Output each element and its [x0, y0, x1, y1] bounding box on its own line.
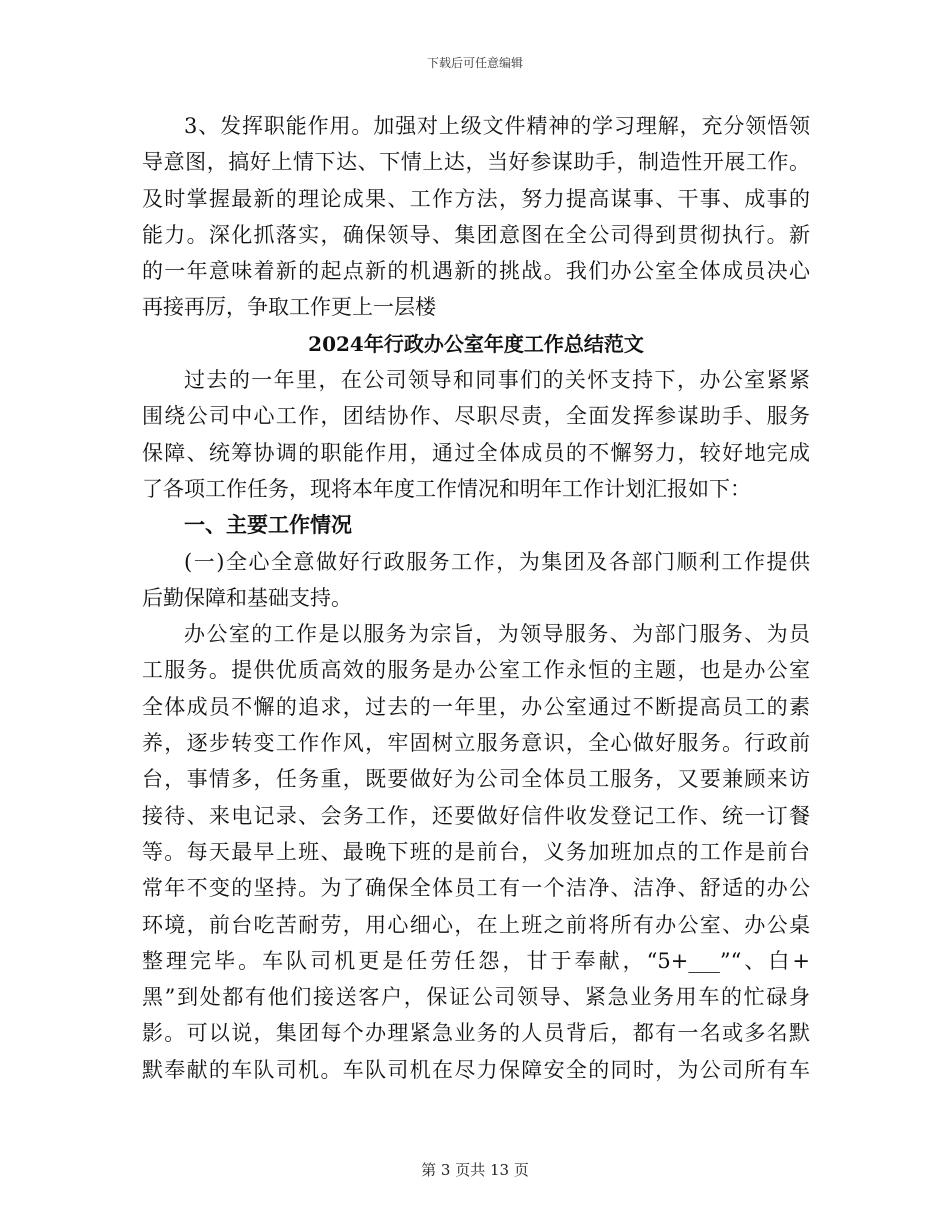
- section-heading: 一、主要工作情况: [184, 512, 352, 538]
- document-title: 2024年行政办公室年度工作总结范文: [308, 331, 644, 356]
- text-line: 等。每天最早上班、最晚下班的是前台，义务加班加点的工作是前台: [142, 839, 810, 864]
- paragraph-functions: [142, 108, 810, 326]
- paragraph-intro: [142, 362, 810, 507]
- page-footer: 第 3 页共 13 页: [421, 1161, 529, 1179]
- text-line: 影。可以说，集团每个办理紧急业务的人员背后，都有一名或多名默: [142, 1021, 810, 1046]
- text-line: 工服务。提供优质高效的服务是办公室工作永恒的主题，也是办公室: [142, 658, 810, 683]
- document-body: [142, 108, 810, 1088]
- text-line: 的一年意味着新的起点新的机遇新的挑战。我们办公室全体成员决心: [142, 259, 810, 284]
- text-line: 及时掌握最新的理论成果、工作方法，努力提高谋事、干事、成事的: [142, 186, 810, 211]
- text-line: 后勤保障和基础支持。: [142, 585, 352, 610]
- text-line: 3、发挥职能作用。加强对上级文件精神的学习理解，充分领悟领: [184, 114, 810, 138]
- text-line: 办公室的工作是以服务为宗旨，为领导服务、为部门服务、为员: [184, 622, 810, 647]
- text-line: 过去的一年里，在公司领导和同事们的关怀支持下，办公室紧紧: [184, 368, 810, 393]
- text-line: 台，事情多，任务重，既要做好为公司全体员工服务，又要兼顾来访: [142, 767, 810, 792]
- text-line: 常年不变的坚持。为了确保全体员工有一个洁净、洁净、舒适的办公: [142, 876, 810, 901]
- text-line: 全体成员不懈的追求，过去的一年里，办公室通过不断提高员工的素: [142, 694, 810, 719]
- text-line: 养，逐步转变工作作风，牢固树立服务意识，全心做好服务。行政前: [142, 731, 810, 756]
- text-line: 了各项工作任务，现将本年度工作情况和明年工作计划汇报如下：: [142, 476, 751, 501]
- text-line: 黑”到处都有他们接送客户，保证公司领导、紧急业务用车的忙碌身: [142, 985, 810, 1010]
- text-line: 围绕公司中心工作，团结协作、尽职尽责，全面发挥参谋助手、服务: [142, 404, 810, 429]
- text-line: 导意图，搞好上情下达、下情上达，当好参谋助手，制造性开展工作。: [142, 150, 810, 175]
- text-line: 默奉献的车队司机。车队司机在尽力保障安全的同时，为公司所有车: [142, 1057, 810, 1082]
- text-line: (一)全心全意做好行政服务工作，为集团及各部门顺利工作提供: [184, 549, 810, 574]
- text-line: 能力。深化抓落实，确保领导、集团意图在全公司得到贯彻执行。新: [142, 222, 810, 247]
- paragraph-service: [142, 616, 810, 1088]
- text-line: 再接再厉，争取工作更上一层楼: [142, 295, 436, 320]
- text-line: 保障、统筹协调的职能作用，通过全体成员的不懈努力，较好地完成: [142, 440, 810, 465]
- paragraph-subsection: [142, 544, 810, 617]
- text-line: 环境，前台吃苦耐劳，用心细心，在上班之前将所有办公室、办公桌: [142, 912, 810, 937]
- page-header: 下载后可任意编辑: [426, 56, 523, 70]
- text-line: 整理完毕。车队司机更是任劳任怨，甘于奉献，“5+___”“、白+: [142, 948, 810, 973]
- text-line: 接待、来电记录、会务工作，还要做好信件收发登记工作、统一订餐: [142, 803, 810, 828]
